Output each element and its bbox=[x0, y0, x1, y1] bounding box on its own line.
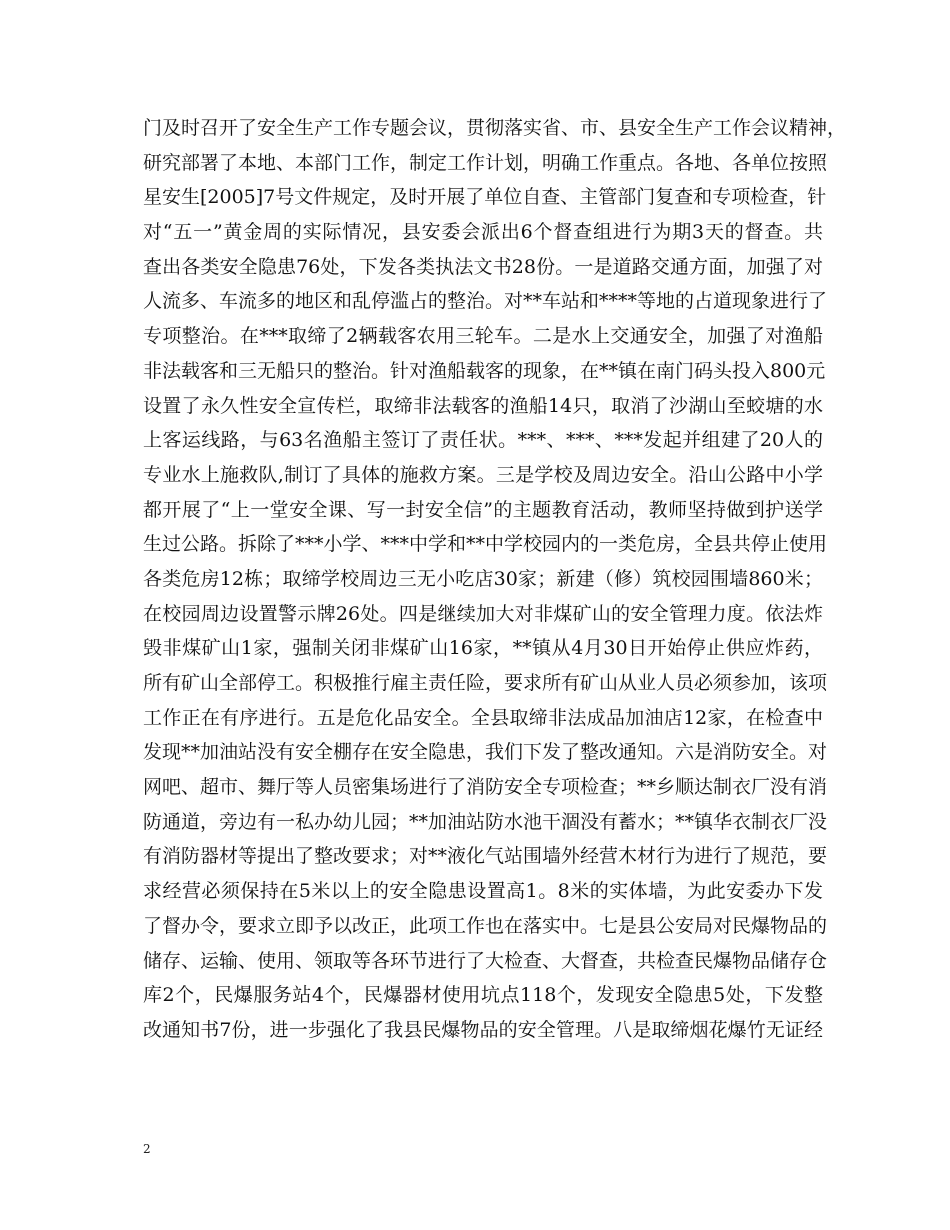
text-line: 各类危房12栋；取缔学校周边三无小吃店30家；新建（修）筑校园围墙860米； bbox=[143, 567, 823, 590]
page-number: 2 bbox=[143, 1142, 151, 1156]
text-line: 生过公路。拆除了***小学、***中学和**中学校园内的一类危房，全县共停止使用 bbox=[143, 533, 828, 556]
text-line: 星安生[2005]7号文件规定，及时开展了单位自查、主管部门复查和专项检查，针 bbox=[143, 186, 827, 209]
text-line: 非法载客和三无船只的整治。针对渔船载客的现象，在**镇在南门码头投入800元 bbox=[143, 359, 826, 382]
text-line: 都开展了“上一堂安全课、写一封安全信”的主题教育活动，教师坚持做到护送学 bbox=[143, 498, 823, 521]
text-line: 专项整治。在***取缔了2辆载客农用三轮车。二是水上交通安全，加强了对渔船 bbox=[143, 325, 823, 348]
text-line: 研究部署了本地、本部门工作，制定工作计划，明确工作重点。各地、各单位按照 bbox=[143, 151, 828, 174]
text-line: 在校园周边设置警示牌26处。四是继续加大对非煤矿山的安全管理力度。依法炸 bbox=[143, 602, 823, 625]
body-paragraph bbox=[143, 111, 847, 1048]
text-line: 求经营必须保持在5米以上的安全隐患设置高1。8米的实体墙，为此安委办下发 bbox=[143, 880, 823, 903]
text-line: 网吧、超市、舞厅等人员密集场进行了消防安全专项检查；**乡顺达制衣厂没有消 bbox=[143, 776, 828, 799]
text-line: 发现**加油站没有安全棚存在安全隐患，我们下发了整改通知。六是消防安全。对 bbox=[143, 741, 828, 764]
text-line: 储存、运输、使用、领取等各环节进行了大检查、大督查，共检查民爆物品储存仓 bbox=[143, 949, 828, 972]
text-line: 设置了永久性安全宣传栏，取缔非法载客的渔船14只，取消了沙湖山至蛟塘的水 bbox=[143, 394, 823, 417]
text-line: 专业水上施救队,制订了具体的施救方案。三是学校及周边安全。沿山公路中小学 bbox=[143, 463, 823, 486]
text-line: 改通知书7份，进一步强化了我县民爆物品的安全管理。八是取缔烟花爆竹无证经 bbox=[143, 1018, 823, 1041]
text-line: 防通道，旁边有一私办幼儿园；**加油站防水池干涸没有蓄水；**镇华衣制衣厂没 bbox=[143, 810, 828, 833]
text-line: 了督办令，要求立即予以改正，此项工作也在落实中。七是县公安局对民爆物品的 bbox=[143, 914, 828, 937]
text-line: 上客运线路，与63名渔船主签订了责任状。***、***、***发起并组建了20人的 bbox=[143, 429, 823, 452]
text-line: 库2个，民爆服务站4个，民爆器材使用坑点118个，发现安全隐患5处，下发整 bbox=[143, 984, 823, 1007]
text-line: 有消防器材等提出了整改要求；对**液化气站围墙外经营木材行为进行了规范，要 bbox=[143, 845, 828, 868]
text-line: 工作正在有序进行。五是危化品安全。全县取缔非法成品加油店12家，在检查中 bbox=[143, 706, 823, 729]
text-line: 门及时召开了安全生产工作专题会议，贯彻落实省、市、县安全生产工作会议精神， bbox=[143, 117, 847, 139]
text-line: 所有矿山全部停工。积极推行雇主责任险，要求所有矿山从业人员必须参加，该项 bbox=[143, 672, 828, 694]
text-line: 毁非煤矿山1家，强制关闭非煤矿山16家，**镇从4月30日开始停止供应炸药， bbox=[143, 637, 823, 660]
text-line: 对“五一”黄金周的实际情况，县安委会派出6个督查组进行为期3天的督查。共 bbox=[143, 221, 823, 244]
text-line: 查出各类安全隐患76处，下发各类执法文书28份。一是道路交通方面，加强了对 bbox=[143, 255, 823, 278]
text-line: 人流多、车流多的地区和乱停滥占的整治。对**车站和****等地的占道现象进行了 bbox=[143, 290, 828, 313]
